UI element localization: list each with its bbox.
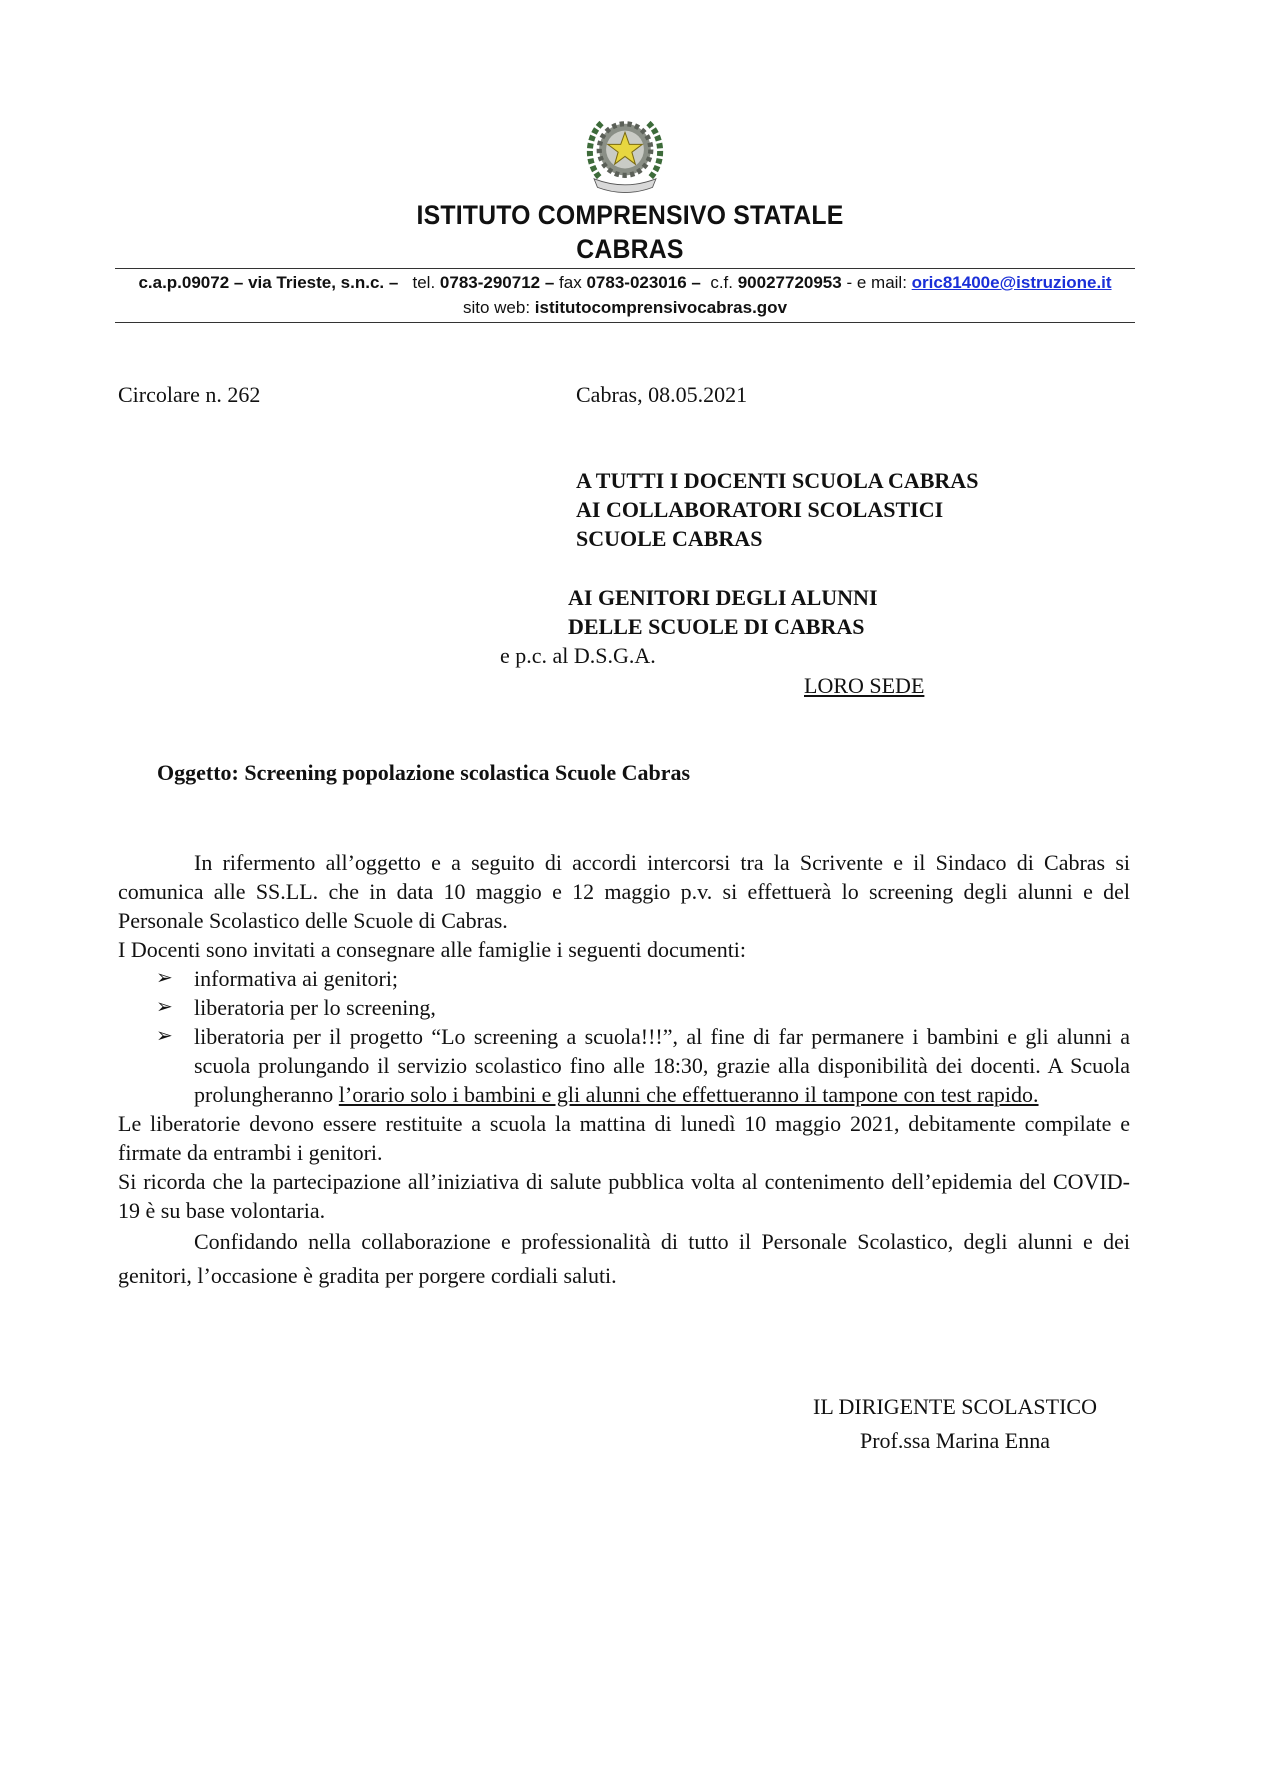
body-paragraph: Si ricorda che la partecipazione all’iniziativa di salute pubblica volta al contenimento dell’epidemia del COVID-19 è su base volontaria. bbox=[118, 1169, 1130, 1223]
list-item: ➢ liberatoria per il progetto “Lo screening a scuola!!!”, al fine di far permanere i bambini e gli alunni a scuola prolungando il servizio scolastico fino alle 18:30, grazie alla disponibilità dei docenti. A Scuola prolungheranno l’orario solo i bambini e gli alunni che effettueranno il tampone con test rapido. bbox=[156, 1024, 1130, 1107]
recipient-line: AI COLLABORATORI SCOLASTICI bbox=[576, 497, 944, 522]
arrow-bullet-icon: ➢ bbox=[156, 996, 173, 1018]
recipient-line: SCUOLE CABRAS bbox=[576, 526, 763, 551]
school-name-line1: ISTITUTO COMPRENSIVO STATALE bbox=[416, 200, 844, 230]
contact-cap: c.a.p.09072 – via Trieste, s.n.c. – bbox=[138, 273, 399, 292]
header-divider-top bbox=[115, 268, 1135, 269]
body-paragraph: Le liberatorie devono essere restituite a scuola la mattina di lunedì 10 maggio 2021, debitamente compilate e firmate da entrambi i genitori. bbox=[118, 1111, 1130, 1165]
website-url: istitutocomprensivocabras.gov bbox=[534, 298, 788, 317]
list-item: ➢ liberatoria per lo screening, bbox=[156, 995, 436, 1020]
underlined-note: l’orario solo i bambini e gli alunni che effettueranno il tampone con test rapido. bbox=[338, 1082, 1039, 1107]
signature-block bbox=[745, 1390, 1165, 1458]
body-paragraph: In rifermento all’oggetto e a seguito di accordi intercorsi tra la Scrivente e il Sindaco di Cabras si comunica alle SS.LL. che in data 10 maggio e 12 maggio p.v. si effettuerà lo screening degli alunni e del Personale Scolastico delle Scuole di Cabras. bbox=[118, 850, 1130, 933]
recipient-line: AI GENITORI DEGLI ALUNNI bbox=[568, 585, 878, 610]
letter-date: Cabras, 08.05.2021 bbox=[576, 382, 748, 407]
arrow-bullet-icon: ➢ bbox=[156, 1025, 173, 1047]
contact-tel-label: tel. bbox=[412, 273, 436, 292]
website-line bbox=[115, 298, 1135, 318]
body-paragraph: I Docenti sono invitati a consegnare alle famiglie i seguenti documenti: bbox=[118, 937, 747, 962]
header-divider-bottom bbox=[115, 322, 1135, 323]
body-paragraph: Confidando nella collaborazione e professionalità di tutto il Personale Scolastico, degli alunni e dei genitori, l’occasione è gradita per porgere cordiali saluti. bbox=[118, 1229, 1130, 1288]
contact-line bbox=[115, 273, 1135, 293]
signature-title: IL DIRIGENTE SCOLASTICO bbox=[813, 1394, 1097, 1419]
contact-fax: 0783-023016 – bbox=[586, 273, 701, 292]
list-item: ➢ informativa ai genitori; bbox=[156, 966, 399, 991]
arrow-bullet-icon: ➢ bbox=[156, 967, 173, 989]
contact-cf: 90027720953 bbox=[737, 273, 842, 292]
contact-fax-label: fax bbox=[559, 273, 582, 292]
documents-list bbox=[118, 964, 1130, 1109]
signature-name: Prof.ssa Marina Enna bbox=[859, 1428, 1050, 1453]
republic-emblem-icon bbox=[582, 110, 668, 196]
contact-tel: 0783-290712 – bbox=[439, 273, 555, 292]
contact-cf-label: c.f. bbox=[710, 273, 733, 292]
recipient-line: DELLE SCUOLE DI CABRAS bbox=[568, 614, 865, 639]
letter-body bbox=[118, 848, 1130, 1293]
loro-sede: LORO SEDE bbox=[804, 673, 925, 698]
cc-dsga: e p.c. al D.S.G.A. bbox=[500, 643, 656, 668]
website-label: sito web: bbox=[462, 298, 531, 317]
circolare-number: Circolare n. 262 bbox=[118, 382, 261, 407]
contact-mail-label: - e mail: bbox=[846, 273, 907, 292]
subject-line: Oggetto: Screening popolazione scolastica Scuole Cabras bbox=[157, 760, 691, 785]
recipient-line: A TUTTI I DOCENTI SCUOLA CABRAS bbox=[576, 468, 979, 493]
school-name-line2: CABRAS bbox=[576, 234, 684, 264]
email-link[interactable]: oric81400e@istruzione.it bbox=[911, 273, 1112, 292]
